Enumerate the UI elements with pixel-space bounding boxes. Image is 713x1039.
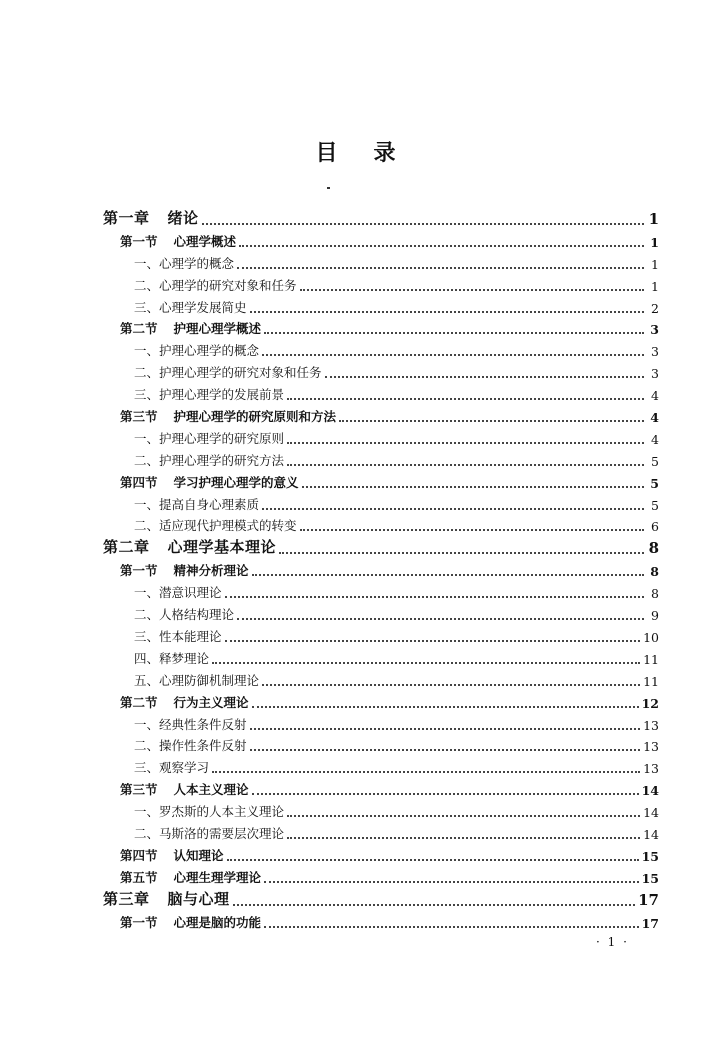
toc-entry-number: 第一章 <box>103 209 150 227</box>
toc-entry-page: 3 <box>651 344 659 360</box>
toc-entry-section <box>103 842 659 864</box>
dot-leader <box>252 792 639 795</box>
toc-entry-label <box>120 561 249 579</box>
toc-entry-title: 心理学概述 <box>173 233 237 249</box>
dot-leader <box>287 814 640 817</box>
toc-entry-page: 4 <box>651 388 659 404</box>
dot-leader <box>264 925 639 928</box>
toc-entry-title: 三、观察学习 <box>134 760 210 776</box>
dot-leader <box>250 748 641 751</box>
toc-entry-label <box>134 627 222 645</box>
toc-entry-page: 12 <box>641 695 659 711</box>
toc-entry-item <box>103 623 659 645</box>
toc-entry-section <box>103 469 659 491</box>
toc-entry-title: 心理生理学理论 <box>173 869 262 885</box>
dot-leader <box>302 485 644 488</box>
page-title <box>0 136 713 167</box>
dot-leader <box>227 858 639 861</box>
toc-entry-page: 5 <box>651 497 659 513</box>
toc-entry-title: 护理心理学的研究原则和方法 <box>173 409 337 425</box>
toc-entry-title: 二、人格结构理论 <box>134 607 235 623</box>
dot-leader <box>339 419 644 422</box>
toc-entry-page: 3 <box>650 322 659 338</box>
toc-entry-page: 13 <box>643 761 659 777</box>
title-char-1: 目 <box>315 140 340 166</box>
toc-entry-page: 17 <box>641 915 659 931</box>
toc-entry-number: 第三节 <box>120 409 158 425</box>
toc-entry-title: 绪论 <box>167 209 199 227</box>
toc-entry-section <box>103 909 659 931</box>
toc-entry-label <box>120 780 249 798</box>
toc-entry-label <box>134 583 222 601</box>
dot-leader <box>262 353 644 356</box>
toc-entry-item <box>103 425 659 447</box>
toc-entry-title: 四、释梦理论 <box>134 650 210 666</box>
toc-entry-item <box>103 820 659 842</box>
toc-entry-label <box>134 715 247 733</box>
toc-entry-item <box>103 645 659 667</box>
dot-leader <box>287 836 640 839</box>
toc-entry-page: 17 <box>638 890 659 909</box>
toc-entry-item <box>103 579 659 601</box>
toc-entry-page: 2 <box>651 300 659 316</box>
dot-leader <box>250 727 641 730</box>
toc-entry-title: 二、护理心理学的研究方法 <box>134 452 285 468</box>
toc-entry-number: 第二节 <box>120 694 158 710</box>
dot-leader <box>250 310 644 313</box>
dot-leader <box>233 903 636 906</box>
dot-leader <box>287 441 644 444</box>
toc-entry-title: 心理是脑的功能 <box>173 914 262 930</box>
toc-entry-section <box>103 689 659 711</box>
toc-entry-label <box>134 429 284 447</box>
toc-entry-label <box>120 913 261 931</box>
dot-leader <box>262 683 640 686</box>
toc-entry-label <box>120 693 249 711</box>
toc-entry-number: 第一节 <box>120 563 158 579</box>
toc-entry-label <box>134 736 247 754</box>
toc-entry-page: 8 <box>648 539 659 558</box>
toc-entry-title: 二、护理心理学的研究对象和任务 <box>134 365 322 381</box>
dot-leader <box>287 397 644 400</box>
toc-entry-title: 一、经典性条件反射 <box>134 716 247 732</box>
toc-entry-label <box>134 385 284 403</box>
toc-entry-number: 第四节 <box>120 847 158 863</box>
toc-entry-label <box>134 495 259 513</box>
toc-entry-item <box>103 667 659 689</box>
toc-entry-section <box>103 776 659 798</box>
dot-leader <box>262 507 644 510</box>
dot-leader <box>239 244 644 247</box>
toc-entry-item <box>103 447 659 469</box>
toc-entry-page: 13 <box>643 739 659 755</box>
dot-leader <box>279 551 644 554</box>
toc-entry-label <box>120 846 224 864</box>
toc-entry-title: 一、护理心理学的研究原则 <box>134 430 285 446</box>
toc-entry-page: 10 <box>643 630 659 646</box>
toc-entry-page: 4 <box>651 431 659 447</box>
page-number-footer: · 1 · <box>596 935 629 949</box>
toc-entry-number: 第三章 <box>103 889 150 908</box>
toc-entry-section <box>103 403 659 425</box>
toc-entry-item <box>103 601 659 623</box>
toc-entry-label <box>103 888 230 909</box>
title-char-2: 录 <box>373 140 398 166</box>
toc-entry-label <box>134 363 322 381</box>
dot-leader <box>252 573 644 576</box>
toc-entry-title: 一、心理学的概念 <box>134 255 235 271</box>
toc-entry-page: 1 <box>651 256 659 272</box>
toc-entry-title: 人本主义理论 <box>173 782 249 798</box>
toc-entry-title: 二、心理学的研究对象和任务 <box>134 277 297 293</box>
toc-entry-item <box>103 711 659 733</box>
toc-entry-page: 8 <box>650 564 659 580</box>
toc-entry-item <box>103 359 659 381</box>
toc-entry-title: 三、心理学发展简史 <box>134 299 247 315</box>
toc-entry-label <box>134 254 234 272</box>
toc-entry-label <box>103 207 199 228</box>
dot-leader <box>300 288 644 291</box>
toc-entry-number: 第五节 <box>120 869 158 885</box>
toc-entry-number: 第二节 <box>120 321 158 337</box>
scan-speck <box>327 187 330 189</box>
toc-entry-page: 8 <box>651 586 659 602</box>
toc-entry-label <box>103 536 276 557</box>
toc-entry-label <box>134 276 297 294</box>
toc-entry-chapter <box>103 534 659 557</box>
toc-entry-item <box>103 733 659 755</box>
toc-entry-title: 二、适应现代护理模式的转变 <box>134 518 297 534</box>
dot-leader <box>237 617 644 620</box>
toc-entry-label <box>120 232 236 250</box>
toc-entry-title: 认知理论 <box>173 847 224 863</box>
toc-entry-chapter <box>103 205 659 228</box>
dot-leader <box>212 770 640 773</box>
toc-entry-page: 11 <box>643 651 659 667</box>
toc-entry-item <box>103 381 659 403</box>
toc-entry-title: 一、罗杰斯的人本主义理论 <box>134 804 285 820</box>
toc-entry-page: 14 <box>641 783 659 799</box>
toc-entry-label <box>134 824 284 842</box>
toc-entry-page: 11 <box>643 673 659 689</box>
dot-leader <box>252 705 639 708</box>
toc-entry-page: 4 <box>650 410 659 426</box>
toc-entry-label <box>120 868 261 886</box>
dot-leader <box>225 595 644 598</box>
dot-leader <box>264 880 639 883</box>
toc-entry-page: 13 <box>643 717 659 733</box>
toc-entry-label <box>134 516 297 534</box>
toc-entry-item <box>103 294 659 316</box>
toc-entry-title: 一、护理心理学的概念 <box>134 343 260 359</box>
toc-entry-page: 5 <box>651 453 659 469</box>
toc-entry-title: 心理学基本理论 <box>167 538 277 557</box>
toc-entry-title: 三、护理心理学的发展前景 <box>134 387 285 403</box>
toc-entry-title: 护理心理学概述 <box>173 321 262 337</box>
toc-entry-title: 一、潜意识理论 <box>134 585 222 601</box>
toc-entry-section <box>103 864 659 886</box>
toc-entry-title: 学习护理心理学的意义 <box>173 474 299 490</box>
toc-entry-number: 第四节 <box>120 474 158 490</box>
toc-entry-item <box>103 272 659 294</box>
dot-leader <box>202 222 644 225</box>
toc-entry-title: 五、心理防御机制理论 <box>134 672 260 688</box>
toc-entry-label <box>134 802 284 820</box>
toc-entry-number: 第一节 <box>120 914 158 930</box>
toc-entry-section <box>103 557 659 579</box>
toc-entry-item <box>103 250 659 272</box>
toc-entry-page: 6 <box>651 519 659 535</box>
toc-entry-item <box>103 798 659 820</box>
toc-entry-label <box>134 451 284 469</box>
toc-entry-label <box>134 341 259 359</box>
dot-leader <box>325 375 644 378</box>
toc-entry-section <box>103 316 659 338</box>
toc-entry-title: 三、性本能理论 <box>134 629 222 645</box>
toc-entry-label <box>134 758 209 776</box>
toc-entry-item <box>103 337 659 359</box>
toc-entry-label <box>134 298 247 316</box>
toc-entry-page: 1 <box>648 210 659 228</box>
toc-entry-number: 第三节 <box>120 782 158 798</box>
toc-entry-page: 15 <box>641 848 659 864</box>
toc-entry-title: 脑与心理 <box>167 889 230 908</box>
toc-entry-label <box>120 473 299 491</box>
toc-entry-page: 14 <box>643 805 659 821</box>
toc-entry-label <box>120 407 336 425</box>
toc-entry-label <box>120 319 261 337</box>
toc-entry-item <box>103 754 659 776</box>
toc-entry-label <box>134 605 234 623</box>
toc-entry-title: 一、提高自身心理素质 <box>134 496 260 512</box>
toc-entry-section <box>103 228 659 250</box>
dot-leader <box>225 639 641 642</box>
dot-leader <box>300 528 644 531</box>
toc-entry-title: 二、马斯洛的需要层次理论 <box>134 826 285 842</box>
dot-leader <box>264 331 644 334</box>
dot-leader <box>287 463 644 466</box>
toc-entry-title: 行为主义理论 <box>173 694 249 710</box>
toc-entry-page: 15 <box>641 870 659 886</box>
toc-entry-label <box>134 649 209 667</box>
toc-entry-item <box>103 513 659 535</box>
table-of-contents <box>103 205 659 931</box>
dot-leader <box>237 266 644 269</box>
toc-entry-title: 精神分析理论 <box>173 563 249 579</box>
toc-entry-label <box>134 671 259 689</box>
toc-entry-number: 第二章 <box>103 538 150 557</box>
toc-entry-page: 14 <box>643 827 659 843</box>
toc-entry-number: 第一节 <box>120 233 158 249</box>
dot-leader <box>212 661 640 664</box>
toc-entry-page: 9 <box>651 608 659 624</box>
toc-entry-page: 1 <box>650 234 659 250</box>
toc-entry-page: 3 <box>651 366 659 382</box>
toc-entry-item <box>103 491 659 513</box>
toc-entry-page: 1 <box>651 278 659 294</box>
toc-entry-chapter <box>103 886 659 909</box>
toc-entry-page: 5 <box>650 475 659 491</box>
toc-entry-title: 二、操作性条件反射 <box>134 738 247 754</box>
